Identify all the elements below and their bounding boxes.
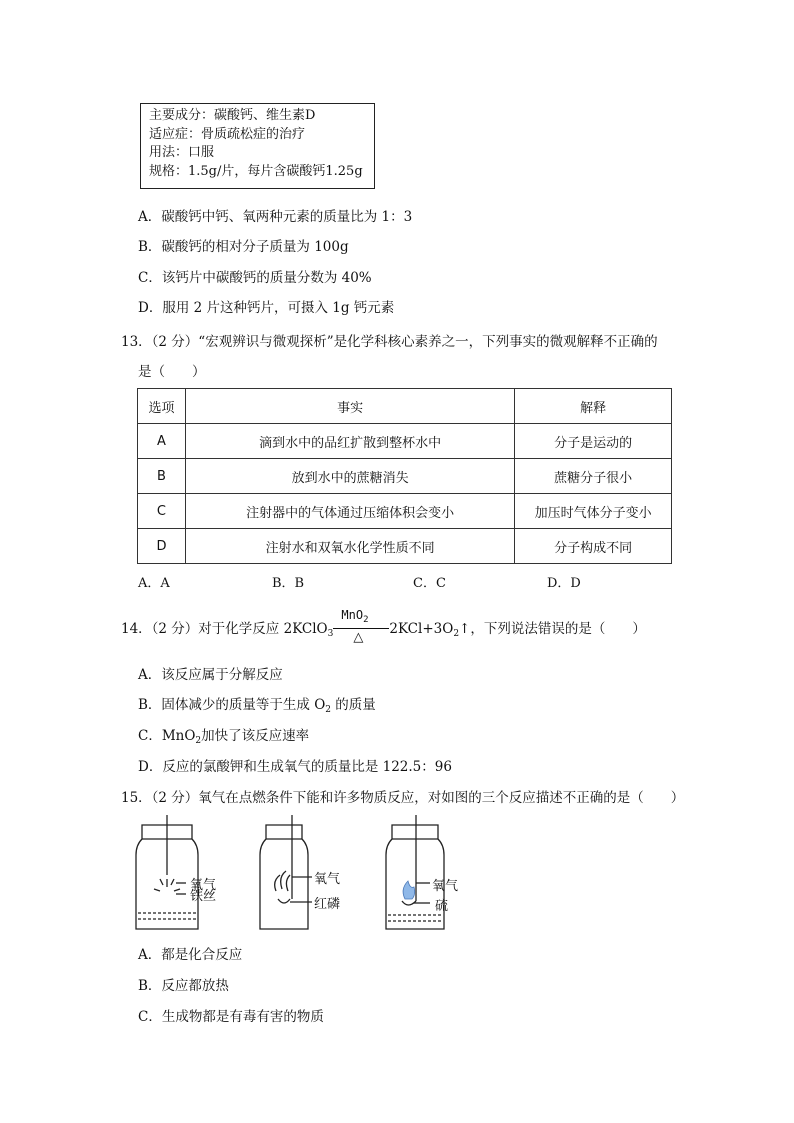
q14-stem [121, 608, 646, 645]
heat-symbol: △ [353, 630, 364, 645]
table-header-row [138, 389, 672, 424]
label-line: 适应症：骨质疏松症的治疗 [149, 126, 306, 142]
bottle3-gas-label: 氧气 [432, 879, 459, 894]
q12-option-d: D．服用 2 片这种钙片，可摄入 1g 钙元素 [138, 300, 395, 316]
table-cell: 分子构成不同 [515, 529, 672, 564]
q14-stem-prefix: 14．（2 分）对于化学反应 2KClO [121, 621, 328, 637]
table-cell: C [138, 494, 186, 529]
combustion-figure [130, 815, 470, 940]
table-cell: D [138, 529, 186, 564]
subscript: 2 [453, 629, 460, 639]
medicine-label-box [140, 103, 375, 189]
table-cell: 分子是运动的 [515, 424, 672, 459]
label-line: 用法：口服 [149, 145, 215, 160]
q14-product: 2KCl+3O [389, 621, 454, 637]
q15-option-b: B．反应都放热 [138, 978, 229, 994]
q13-choice-b: B．B [272, 576, 305, 591]
table-row [138, 424, 672, 459]
q15-option-c: C．生成物都是有毒有害的物质 [138, 1009, 324, 1025]
q12-option-b: B．碳酸钙的相对分子质量为 100g [138, 239, 349, 255]
blue-flame-icon [403, 881, 415, 899]
table-cell: 放到水中的蔗糖消失 [185, 459, 514, 494]
q13-stem: 13．（2 分）“宏观辨识与微观探析”是化学科核心素养之一，下列事实的微观解释不正确的 [121, 334, 658, 350]
q13-choice-d: D．D [547, 576, 581, 591]
q14-stem-suffix: ↑，下列说法错误的是（ ） [459, 621, 646, 637]
table-cell: 蔗糖分子很小 [515, 459, 672, 494]
reaction-arrow [333, 608, 389, 645]
bottle1-item-label: 铁丝 [190, 889, 217, 904]
table-cell: B [138, 459, 186, 494]
catalyst-label: MnO$_2$ [341, 608, 369, 625]
q13-choice-a: A．A [138, 576, 170, 591]
q15-option-a: A．都是化合反应 [138, 947, 243, 963]
q14-option-b: B．固体减少的质量等于生成 $O_2$ 的质量 [138, 697, 376, 715]
table-header: 事实 [185, 389, 514, 424]
table-row [138, 459, 672, 494]
bottle-phosphorus [260, 815, 312, 929]
q13-choice-c: C．C [413, 576, 446, 591]
table-header: 选项 [138, 389, 186, 424]
table-cell: 注射水和双氧水化学性质不同 [185, 529, 514, 564]
bottle-iron [136, 815, 198, 929]
table-cell: 注射器中的气体通过压缩体积会变小 [185, 494, 514, 529]
bottle3-item-label: 硫 [435, 899, 449, 914]
table-header: 解释 [515, 389, 672, 424]
subscript: 3 [327, 629, 334, 639]
label-line: 主要成分：碳酸钙、维生素D [149, 108, 316, 123]
bottle1-gas-label: 氧气 [190, 878, 217, 893]
bottle2-item-label: 红磷 [314, 897, 341, 912]
q13-table [137, 388, 672, 564]
table-cell: A [138, 424, 186, 459]
table-cell: 滴到水中的品红扩散到整杯水中 [185, 424, 514, 459]
q14-option-a: A．该反应属于分解反应 [138, 667, 283, 683]
bottle2-gas-label: 氧气 [314, 872, 341, 887]
q12-option-a: A．碳酸钙中钙、氧两种元素的质量比为 1：3 [138, 209, 413, 225]
q14-option-c: C．MnO$_2$加快了该反应速率 [138, 728, 310, 746]
q14-option-d: D．反应的氯酸钾和生成氧气的质量比是 122.5：96 [138, 759, 452, 775]
q13-stem-cont: 是（ ） [138, 364, 206, 380]
table-row [138, 494, 672, 529]
q15-stem: 15．（2 分）氧气在点燃条件下能和许多物质反应，对如图的三个反应描述不正确的是（ ） [121, 790, 685, 806]
table-row [138, 529, 672, 564]
table-cell: 加压时气体分子变小 [515, 494, 672, 529]
q12-option-c: C．该钙片中碳酸钙的质量分数为 40% [138, 270, 372, 286]
label-line: 规格：1.5g/片，每片含碳酸钙1.25g [149, 163, 363, 179]
